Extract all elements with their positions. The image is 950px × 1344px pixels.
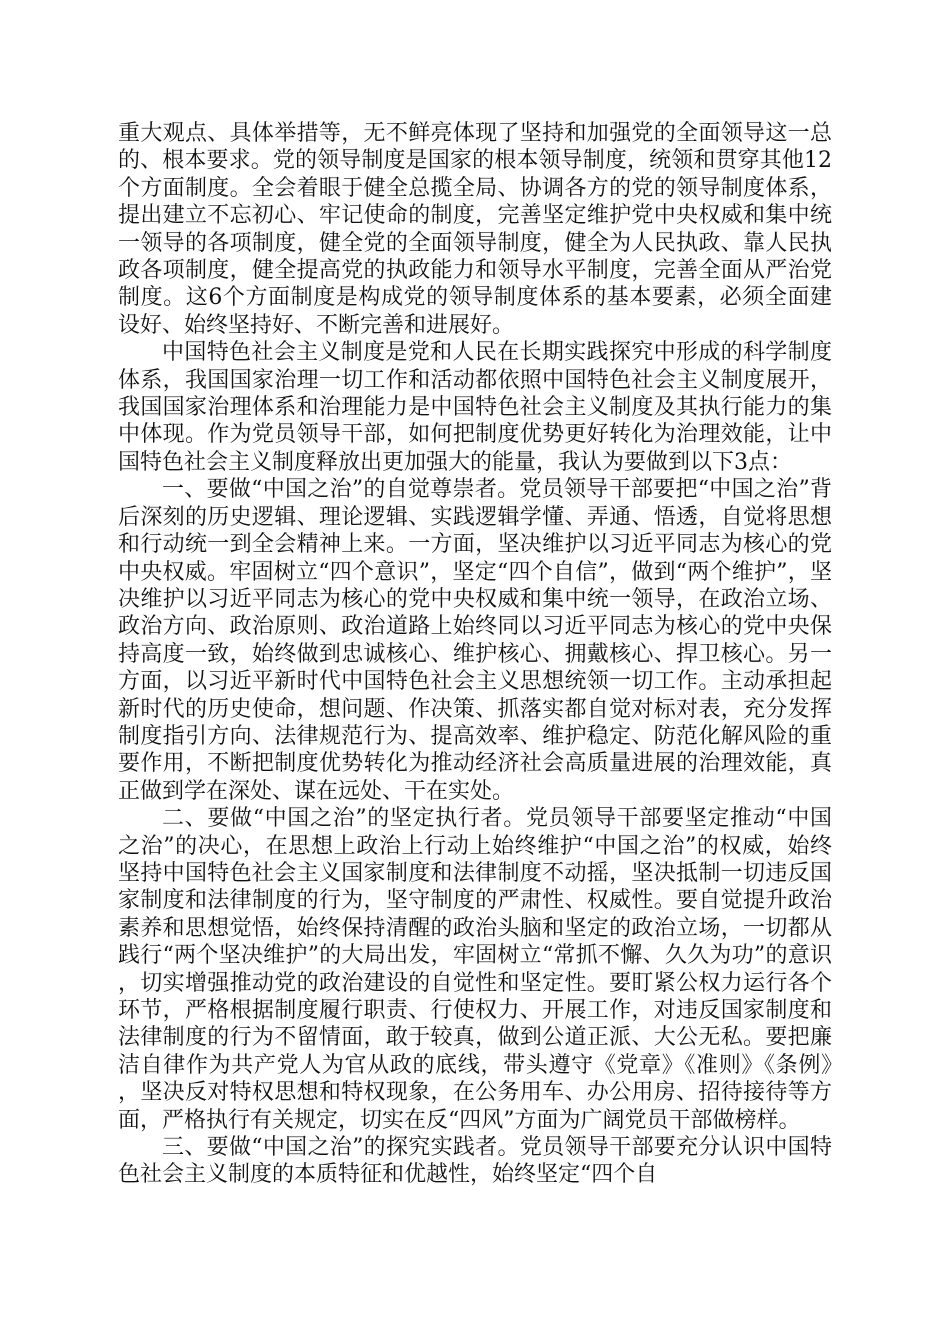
paragraph-socialist-system: 中国特色社会主义制度是党和人民在长期实践探究中形成的科学制度体系，我国国家治理一切工作和活动都依照中国特色社会主义制度展开，我国国家治理体系和治理能力是中国特色社会主义制度及其执行能力的集中体现。作为党员领导干部，如何把制度优势更好转化为治理效能，让中国特色社会主义制度释放出更加强大的能量，我认为要做到以下3点： [118, 340, 832, 475]
document-body [118, 120, 832, 1189]
paragraph-leadership-system: 重大观点、具体举措等，无不鲜亮体现了坚持和加强党的全面领导这一总的、根本要求。党的领导制度是国家的根本领导制度，统领和贯穿其他12个方面制度。全会着眼于健全总揽全局、协调各方的党的领导制度体系，提出建立不忘初心、牢记使命的制度，完善坚定维护党中央权威和集中统一领导的各项制度，健全党的全面领导制度，健全为人民执政、靠人民执政各项制度，健全提高党的执政能力和领导水平制度，完善全面从严治党制度。这6个方面制度是构成党的领导制度体系的基本要素，必须全面建设好、始终坚持好、不断完善和进展好。 [118, 121, 832, 338]
paragraph-point-one: 一、要做“中国之治”的自觉尊崇者。党员领导干部要把“中国之治”背后深刻的历史逻辑、理论逻辑、实践逻辑学懂、弄通、悟透，自觉将思想和行动统一到全会精神上来。一方面，坚决维护以习近平同志为核心的党中央权威。牢固树立“四个意识”，坚定“四个自信”，做到“两个维护”，坚决维护以习近平同志为核心的党中央权威和集中统一领导，在政治立场、政治方向、政治原则、政治道路上始终同以习近平同志为核心的党中央保持高度一致，始终做到忠诚核心、维护核心、拥戴核心、捍卫核心。另一方面，以习近平新时代中国特色社会主义思想统领一切工作。主动承担起新时代的历史使命，想问题、作决策、抓落实都自觉对标对表，充分发挥制度指引方向、法律规范行为、提高效率、维护稳定、防范化解风险的重要作用，不断把制度优势转化为推动经济社会高质量进展的治理效能，真正做到学在深处、谋在远处、干在实处。 [118, 477, 832, 804]
paragraph-point-three: 三、要做“中国之治”的探究实践者。党员领导干部要充分认识中国特色社会主义制度的本质特征和优越性，始终坚定“四个自 [118, 1135, 832, 1188]
paragraph-point-two: 二、要做“中国之治”的坚定执行者。党员领导干部要坚定推动“中国之治”的决心，在思想上政治上行动上始终维护“中国之治”的权威，始终坚持中国特色社会主义国家制度和法律制度不动摇，坚决抵制一切违反国家制度和法律制度的行为，坚守制度的严肃性、权威性。要自觉提升政治素养和思想觉悟，始终保持清醒的政治头脑和坚定的政治立场，一切都从践行“两个坚决维护”的大局出发，牢固树立“常抓不懈、久久为功”的意识，切实增强推动党的政治建设的自觉性和坚定性。要盯紧公权力运行各个环节，严格根据制度履行职责、行使权力、开展工作，对违反国家制度和法律制度的行为不留情面，敢于较真，做到公道正派、大公无私。要把廉洁自律作为共产党人为官从政的底线，带头遵守《党章》《准则》《条例》，坚决反对特权思想和特权现象，在公务用车、办公用房、招待接待等方面，严格执行有关规定，切实在反“四风”方面为广阔党员干部做榜样。 [118, 806, 832, 1133]
